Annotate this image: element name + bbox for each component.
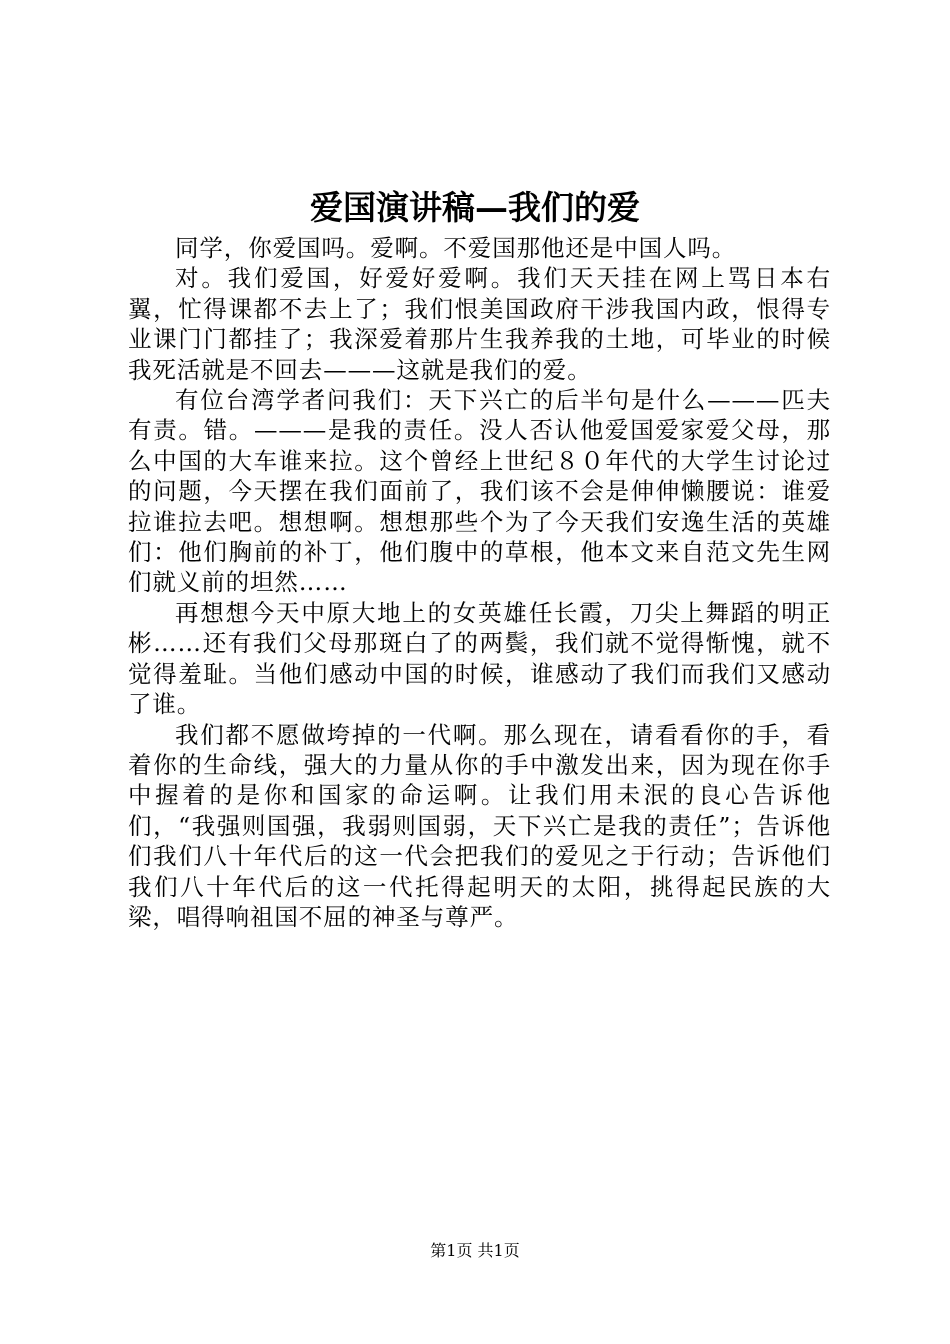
paragraph: 有位台湾学者问我们：天下兴亡的后半句是什么———匹夫有责。错。———是我的责任。没人否认他爱国爱家爱父母，那么中国的大车谁来拉。这个曾经上世纪８０年代的大学生讨论过的问题，今天摆在我们面前了，我们该不会是伸伸懒腰说：谁爱拉谁拉去吧。想想啊。想想那些个为了今天我们安逸生活的英雄们：他们胸前的补丁，他们腹中的草根，他本文来自范文先生网们就义前的坦然……	[128, 386, 831, 597]
paragraph: 对。我们爱国，好爱好爱啊。我们天天挂在网上骂日本右翼，忙得课都不去上了；我们恨美国政府干涉我国内政，恨得专业课门门都挂了；我深爱着那片生我养我的土地，可毕业的时候我死活就是不回去———这就是我们的爱。	[128, 264, 831, 384]
page-footer: 第1页 共1页	[430, 1241, 520, 1260]
document-body	[128, 233, 831, 932]
paragraph: 我们都不愿做垮掉的一代啊。那么现在，请看看你的手，看着你的生命线，强大的力量从你的手中激发出来，因为现在你手中握着的是你和国家的命运啊。让我们用未泯的良心告诉他们，“我强则国强，我弱则国弱，天下兴亡是我的责任”；告诉他们我们八十年代后的这一代会把我们的爱见之于行动；告诉他们我们八十年代后的这一代托得起明天的太阳，挑得起民族的大梁，唱得响祖国不屈的神圣与尊严。	[128, 720, 831, 931]
paragraph: 再想想今天中原大地上的女英雄任长霞，刀尖上舞蹈的明正彬……还有我们父母那斑白了的两鬓，我们就不觉得惭愧，就不觉得羞耻。当他们感动中国的时候，谁感动了我们而我们又感动了谁。	[128, 598, 831, 719]
paragraph: 同学，你爱国吗。爱啊。不爱国那他还是中国人吗。	[175, 234, 737, 262]
document-title: 爱国演讲稿—我们的爱	[310, 188, 640, 227]
